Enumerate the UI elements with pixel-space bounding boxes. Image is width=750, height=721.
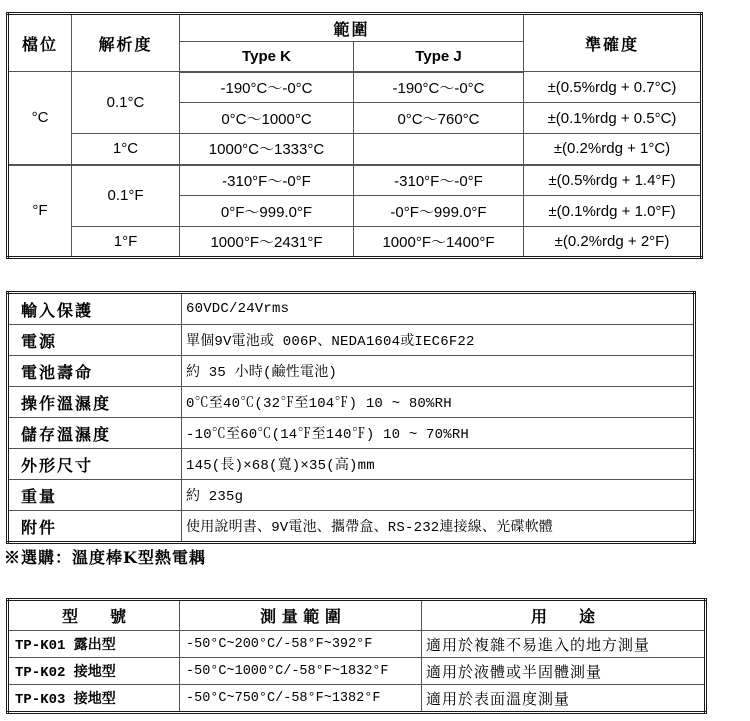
table-row — [8, 72, 702, 103]
spec-value: -10℃至60℃(14℉至140℉) 10 ~ 70%RH — [182, 418, 695, 449]
spec-label: 操作溫濕度 — [8, 387, 182, 418]
spec-table — [6, 291, 696, 544]
spec-row — [8, 418, 695, 449]
accuracy-table — [6, 12, 703, 259]
cell-resolution: 0.1°C — [72, 72, 180, 134]
spec-value: 約 35 小時(鹼性電池) — [182, 356, 695, 387]
cell-type-j-range: -190°C～-0°C — [354, 72, 524, 103]
spec-row — [8, 449, 695, 480]
spec-label: 附件 — [8, 511, 182, 543]
cell-type-k-range: -310°F～-0°F — [180, 165, 354, 196]
probe-range: -50°C~750°C/-58°F~1382°F — [180, 685, 422, 713]
spec-row — [8, 356, 695, 387]
probe-row — [8, 631, 706, 658]
accuracy-header-row-1 — [8, 14, 702, 42]
spec-row — [8, 387, 695, 418]
cell-type-j-range: -310°F～-0°F — [354, 165, 524, 196]
spec-row — [8, 480, 695, 511]
header-type-k: Type K — [180, 42, 354, 72]
spec-label: 儲存溫濕度 — [8, 418, 182, 449]
cell-type-j-range: -0°F～999.0°F — [354, 196, 524, 227]
probe-range: -50°C~200°C/-58°F~392°F — [180, 631, 422, 658]
spec-label: 重量 — [8, 480, 182, 511]
spec-label: 輸入保護 — [8, 293, 182, 325]
optional-probes-heading: ※選購：溫度棒K型熱電耦 — [4, 548, 206, 567]
table-row — [8, 134, 702, 165]
cell-accuracy: ±(0.5%rdg + 0.7°C) — [524, 72, 702, 103]
cell-unit-c: °C — [8, 72, 72, 165]
probe-row — [8, 658, 706, 685]
cell-accuracy: ±(0.2%rdg + 1°C) — [524, 134, 702, 165]
probe-usage: 適用於複雜不易進入的地方測量 — [422, 631, 706, 658]
cell-type-k-range: 0°F～999.0°F — [180, 196, 354, 227]
probe-header-row — [8, 600, 706, 631]
spec-value: 60VDC/24Vrms — [182, 293, 695, 325]
spec-label: 電池壽命 — [8, 356, 182, 387]
spec-row — [8, 293, 695, 325]
spec-row — [8, 325, 695, 356]
probe-row — [8, 685, 706, 713]
spec-value: 使用說明書、9V電池、攜帶盒、RS-232連接線、光碟軟體 — [182, 511, 695, 543]
cell-type-j-range — [354, 134, 524, 165]
spec-value: 約 235g — [182, 480, 695, 511]
probe-usage: 適用於表面溫度測量 — [422, 685, 706, 713]
probe-table — [6, 598, 707, 714]
probe-usage: 適用於液體或半固體測量 — [422, 658, 706, 685]
spec-row — [8, 511, 695, 543]
probe-model: TP-K03 接地型 — [8, 685, 180, 713]
cell-resolution: 1°F — [72, 227, 180, 258]
spec-value: 單個9V電池或 006P、NEDA1604或IEC6F22 — [182, 325, 695, 356]
cell-accuracy: ±(0.1%rdg + 0.5°C) — [524, 103, 702, 134]
header-measure-range: 測 量 範 圍 — [180, 600, 422, 631]
cell-type-k-range: -190°C～-0°C — [180, 72, 354, 103]
header-model: 型 號 — [8, 600, 180, 631]
cell-accuracy: ±(0.2%rdg + 2°F) — [524, 227, 702, 258]
cell-type-k-range: 1000°C～1333°C — [180, 134, 354, 165]
cell-type-j-range: 0°C～760°C — [354, 103, 524, 134]
header-resolution: 解析度 — [72, 14, 180, 72]
cell-type-k-range: 1000°F～2431°F — [180, 227, 354, 258]
probe-model: TP-K01 露出型 — [8, 631, 180, 658]
probe-range: -50°C~1000°C/-58°F~1832°F — [180, 658, 422, 685]
table-row — [8, 227, 702, 258]
cell-type-j-range: 1000°F～1400°F — [354, 227, 524, 258]
spec-label: 電源 — [8, 325, 182, 356]
cell-accuracy: ±(0.5%rdg + 1.4°F) — [524, 165, 702, 196]
cell-resolution: 0.1°F — [72, 165, 180, 227]
spec-value: 0℃至40℃(32℉至104℉) 10 ~ 80%RH — [182, 387, 695, 418]
spec-label: 外形尺寸 — [8, 449, 182, 480]
header-usage: 用 途 — [422, 600, 706, 631]
header-position: 檔位 — [8, 14, 72, 72]
cell-unit-f: °F — [8, 165, 72, 258]
cell-accuracy: ±(0.1%rdg + 1.0°F) — [524, 196, 702, 227]
header-type-j: Type J — [354, 42, 524, 72]
header-range: 範圍 — [180, 14, 524, 42]
cell-resolution: 1°C — [72, 134, 180, 165]
header-accuracy: 準確度 — [524, 14, 702, 72]
cell-type-k-range: 0°C～1000°C — [180, 103, 354, 134]
spec-value: 145(長)×68(寬)×35(高)mm — [182, 449, 695, 480]
probe-model: TP-K02 接地型 — [8, 658, 180, 685]
table-row — [8, 165, 702, 196]
